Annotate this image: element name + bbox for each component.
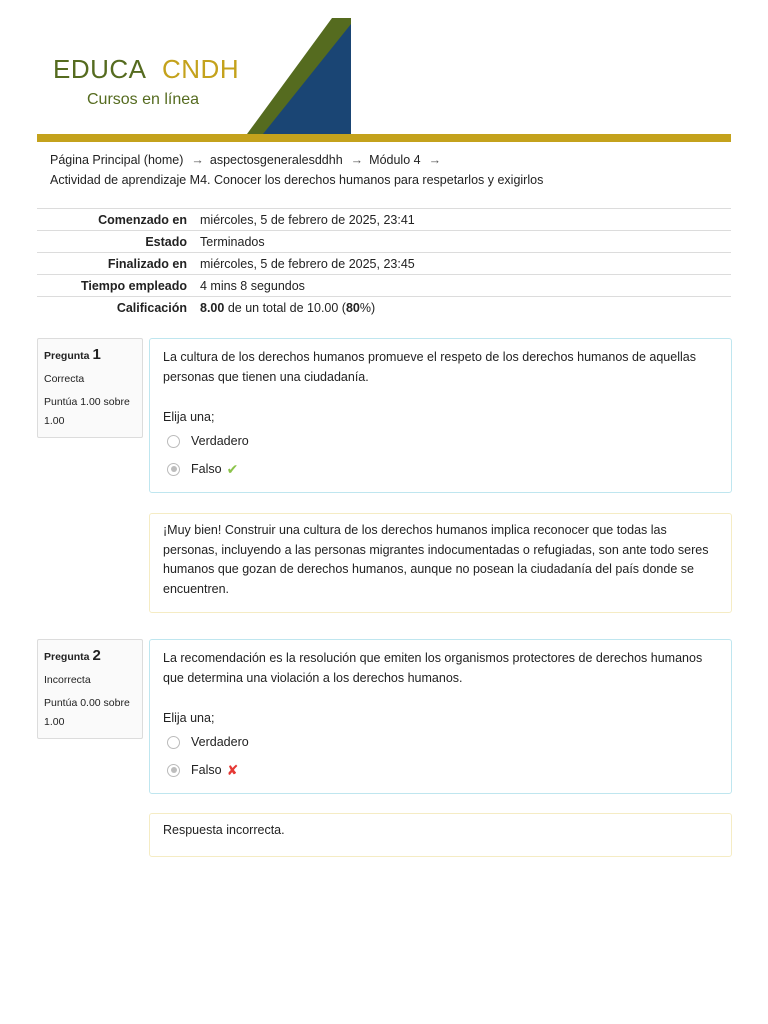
grade-score: 8.00 <box>200 300 225 315</box>
option-label: Falso <box>191 462 222 476</box>
summary-row <box>37 275 731 297</box>
answer-option-verdadero[interactable] <box>167 728 718 756</box>
answer-option-verdadero[interactable] <box>167 427 718 455</box>
breadcrumb-separator: → <box>428 153 442 167</box>
breadcrumb-module-link[interactable]: Módulo 4 <box>369 153 421 167</box>
radio-button-selected[interactable] <box>167 764 180 777</box>
question-label: Pregunta <box>44 651 90 663</box>
question-info-1 <box>37 338 143 438</box>
check-icon: ✔ <box>226 461 239 477</box>
breadcrumb-separator: → <box>191 153 204 167</box>
grade-total: de un total de 10.00 ( <box>224 300 346 315</box>
summary-label: Finalizado en <box>107 256 187 271</box>
question-number: 2 <box>92 647 101 664</box>
breadcrumb-activity-link[interactable]: Actividad de aprendizaje M4. Conocer los derechos humanos para respetarlos y exigirlos <box>50 173 544 187</box>
option-label: Falso <box>191 763 222 777</box>
site-header <box>37 18 731 142</box>
grade-percent: 80 <box>345 300 360 315</box>
answer-option-falso[interactable] <box>167 756 718 784</box>
question-label: Pregunta <box>44 350 90 362</box>
breadcrumb-home-link[interactable]: Página Principal (home) <box>50 153 184 167</box>
brand-cndh: CNDH <box>162 54 240 84</box>
question-prompt: Elija una; <box>163 410 215 424</box>
summary-value: 4 mins 8 segundos <box>200 278 305 293</box>
question-number: 1 <box>92 346 101 363</box>
question-info-2 <box>37 639 143 739</box>
brand-educa: EDUCA <box>53 54 147 84</box>
summary-label: Comenzado en <box>98 212 187 227</box>
answer-option-falso[interactable] <box>167 455 718 483</box>
option-label: Verdadero <box>191 735 249 749</box>
grade-value <box>194 297 731 319</box>
question-content-2 <box>149 639 732 794</box>
breadcrumb-course-link[interactable]: aspectosgeneralesddhh <box>209 153 343 167</box>
summary-row <box>37 209 731 231</box>
summary-value: miércoles, 5 de febrero de 2025, 23:45 <box>200 256 415 271</box>
radio-button-selected[interactable] <box>167 463 180 476</box>
radio-button[interactable] <box>167 736 180 749</box>
grade-label: Calificación <box>116 300 187 315</box>
logo-triangle-icon <box>247 18 351 136</box>
radio-button[interactable] <box>167 435 180 448</box>
feedback-text: ¡Muy bien! Construir una cultura de los derechos humanos implica reconocer que todas las personas, incluyendo a las personas migrantes indocumentadas o refugiadas, son ante todo seres humanos que gozan de derechos humanos, aunque no posean la ciudadanía del país donde se encuentren. <box>163 523 709 596</box>
summary-row <box>37 231 731 253</box>
attempt-summary-table <box>37 208 731 318</box>
option-label: Verdadero <box>191 434 249 448</box>
grade-suffix: %) <box>359 300 376 315</box>
question-feedback-1 <box>149 513 732 613</box>
site-subtitle: Cursos en línea <box>87 91 200 108</box>
question-prompt: Elija una; <box>163 711 215 725</box>
cross-icon: ✘ <box>226 762 239 778</box>
question-score: Puntúa 1.00 sobre 1.00 <box>44 396 130 427</box>
question-status: Correcta <box>44 373 85 385</box>
summary-value: miércoles, 5 de febrero de 2025, 23:41 <box>200 212 415 227</box>
summary-value: Terminados <box>200 234 265 249</box>
question-feedback-2 <box>149 813 732 857</box>
summary-row-grade <box>37 297 731 319</box>
question-score: Puntúa 0.00 sobre 1.00 <box>44 697 130 728</box>
feedback-text: Respuesta incorrecta. <box>163 823 285 837</box>
summary-label: Tiempo empleado <box>80 278 187 293</box>
breadcrumb <box>50 150 730 190</box>
question-status: Incorrecta <box>44 674 91 686</box>
header-divider <box>37 134 731 142</box>
question-text: La recomendación es la resolución que emiten los organismos protectores de derechos humanos que determina una violación a los derechos humanos. <box>163 651 703 685</box>
question-content-1 <box>149 338 732 493</box>
question-text: La cultura de los derechos humanos promueve el respeto de los derechos humanos de aquellas personas que tienen una ciudadanía. <box>163 350 696 384</box>
breadcrumb-separator: → <box>350 153 364 167</box>
summary-row <box>37 253 731 275</box>
summary-label: Estado <box>145 234 187 249</box>
